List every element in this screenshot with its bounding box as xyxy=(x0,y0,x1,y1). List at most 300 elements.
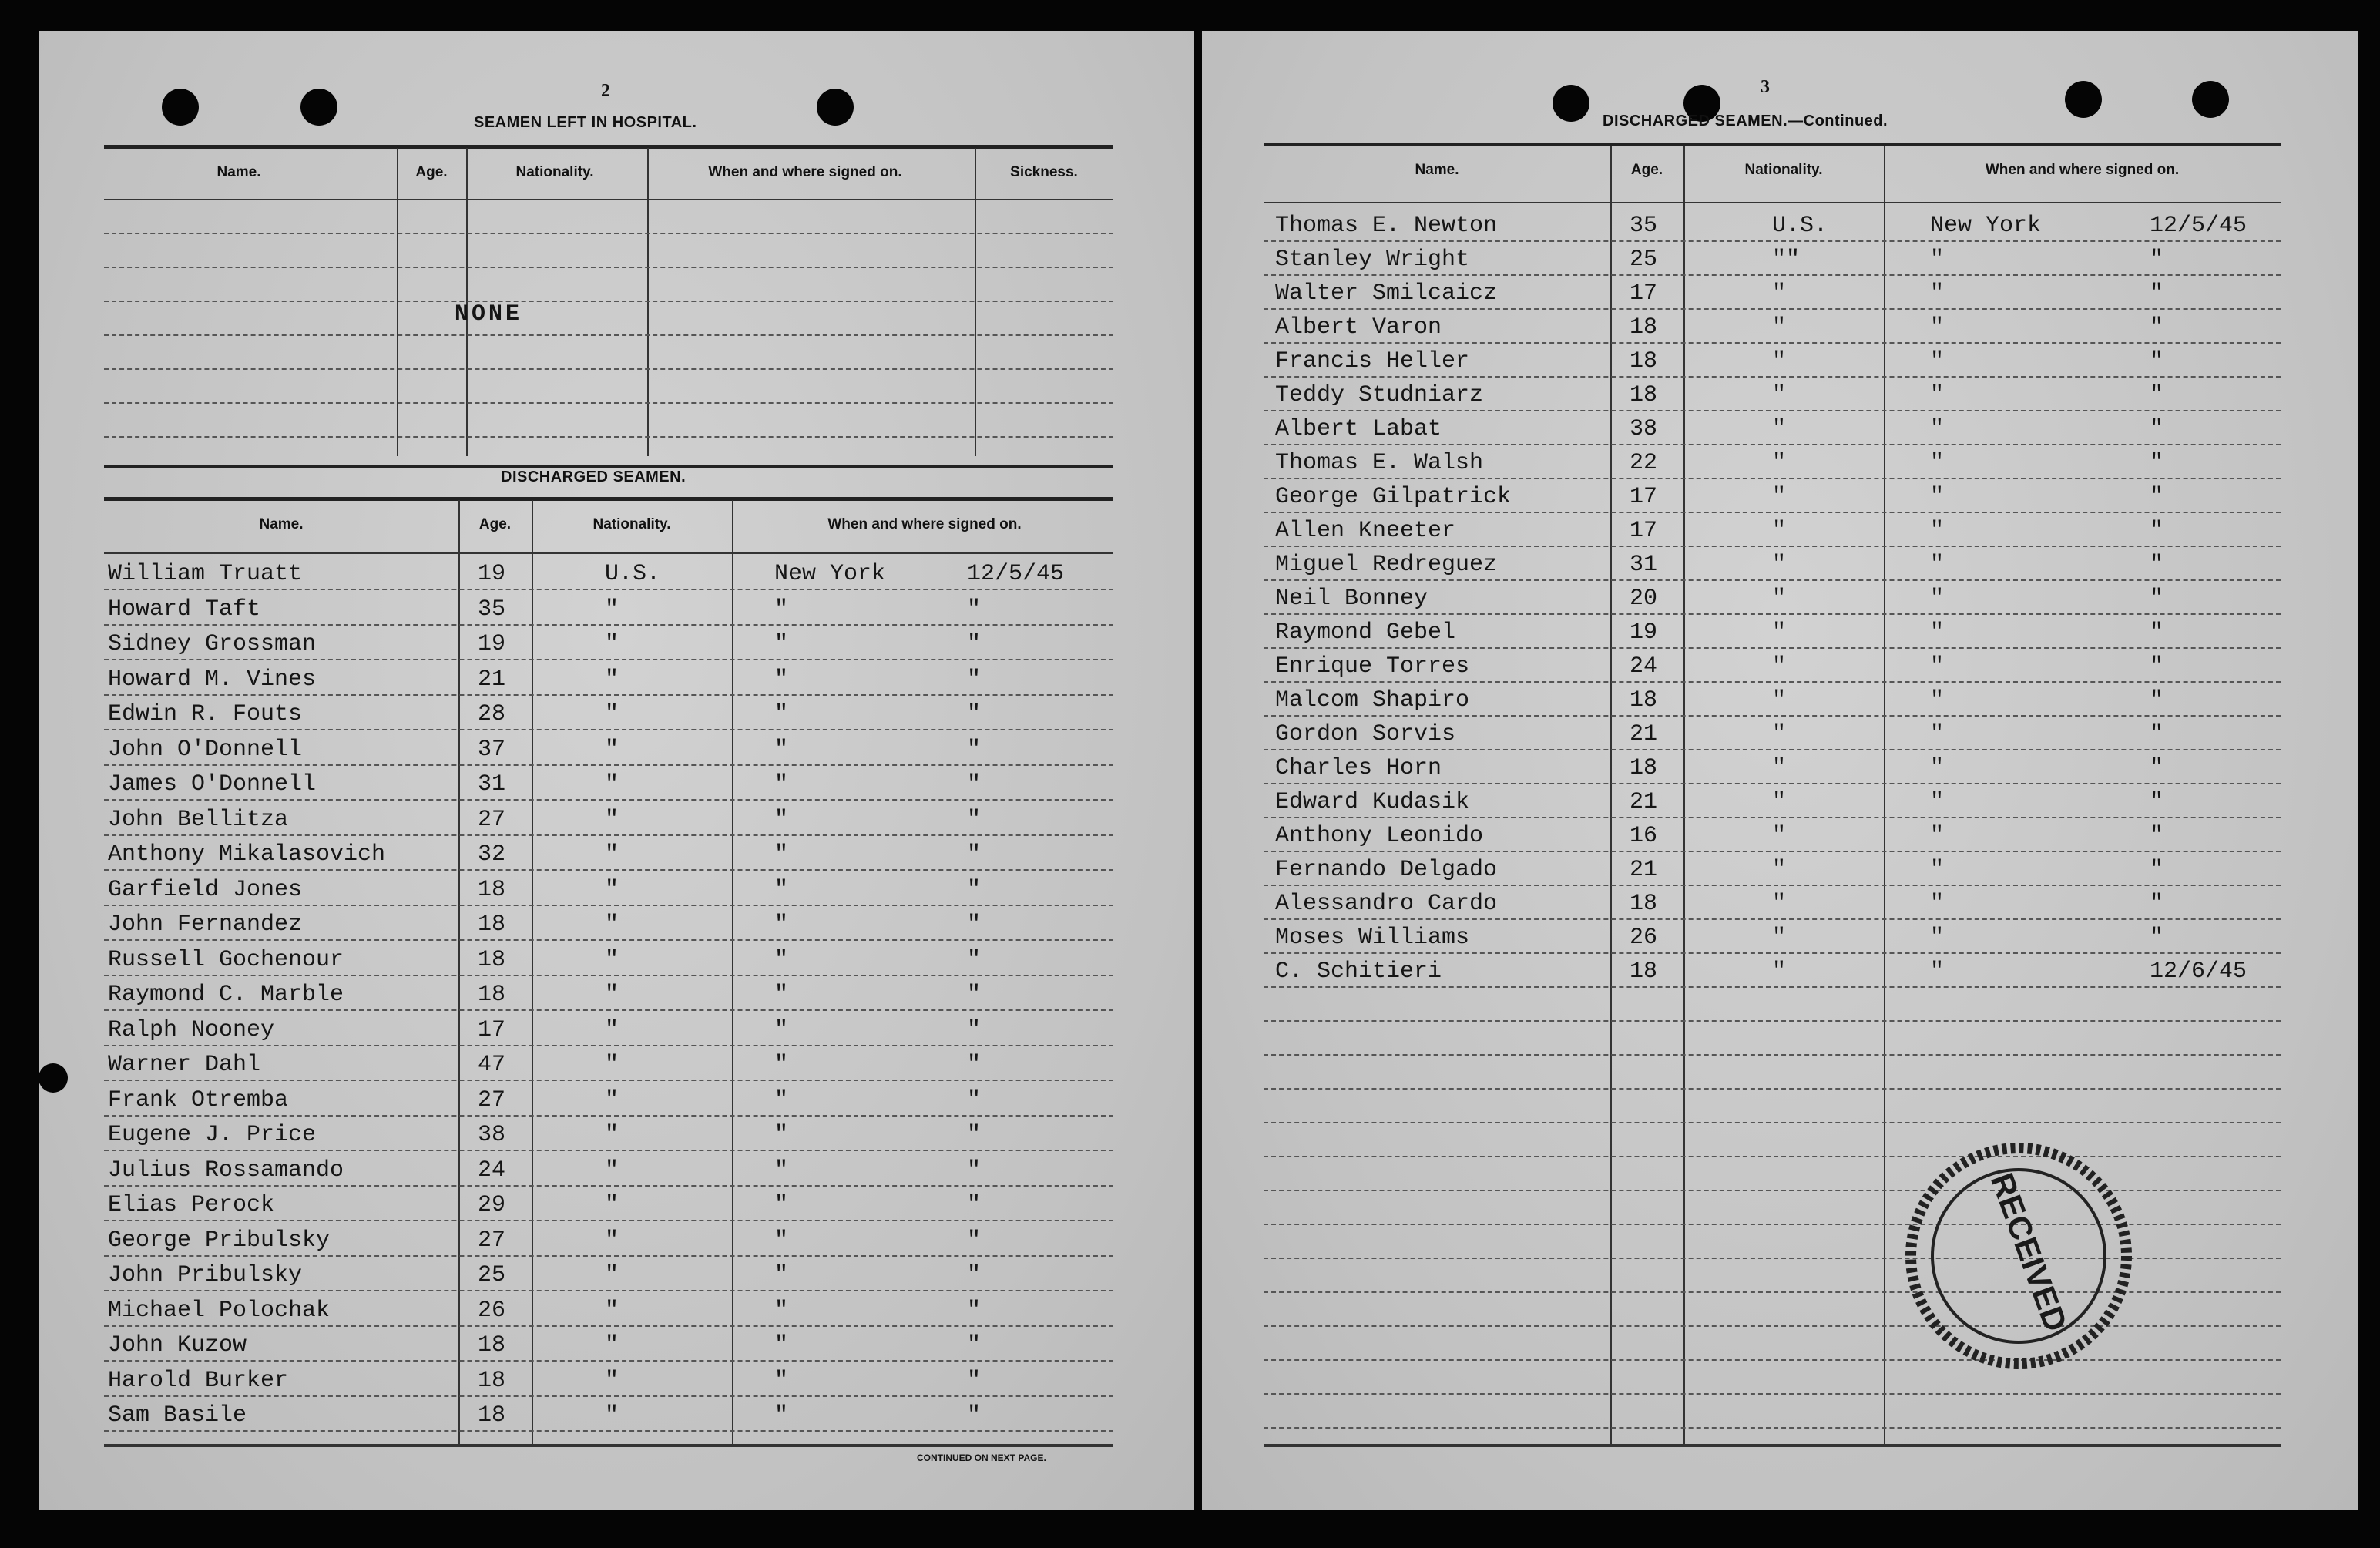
table-row-line xyxy=(104,799,1113,801)
row-age: 18 xyxy=(1630,755,1658,781)
hospital-header-signed-on: When and where signed on. xyxy=(708,164,902,180)
row-name: Teddy Studniarz xyxy=(1275,382,1484,408)
row-age: 16 xyxy=(1630,823,1658,849)
row-name: Alessandro Cardo xyxy=(1275,891,1498,917)
row-name: Frank Otremba xyxy=(108,1086,289,1113)
row-place: " xyxy=(774,841,789,868)
row-date: " xyxy=(2150,687,2164,714)
row-place: " xyxy=(774,1297,789,1324)
row-date: " xyxy=(967,841,982,868)
table-row-line xyxy=(1264,851,2281,852)
row-age: 18 xyxy=(478,1402,506,1429)
discharged-header-signed-on: When and where signed on. xyxy=(827,516,1022,532)
row-place: " xyxy=(774,596,789,623)
row-nationality: " xyxy=(605,1262,619,1288)
row-name: Raymond C. Marble xyxy=(108,982,344,1008)
row-name: Anthony Mikalasovich xyxy=(108,841,386,868)
table-row-line xyxy=(104,1430,1113,1432)
row-age: 32 xyxy=(478,841,506,868)
table-row-line xyxy=(104,589,1113,590)
row-name: John Pribulsky xyxy=(108,1262,303,1288)
row-age: 27 xyxy=(478,806,506,833)
right-page xyxy=(1202,31,2358,1510)
row-place: " xyxy=(1930,653,1945,680)
row-nationality: " xyxy=(1772,586,1787,612)
table-row-line xyxy=(1264,274,2281,276)
table-row-line xyxy=(1264,376,2281,378)
row-age: 26 xyxy=(478,1297,506,1324)
row-age: 21 xyxy=(1630,857,1658,883)
hospital-row-line xyxy=(104,267,1113,268)
row-nationality: " xyxy=(605,946,619,973)
row-nationality: " xyxy=(605,666,619,693)
row-place: " xyxy=(1930,857,1945,883)
table-row-line xyxy=(1264,240,2281,242)
row-date: " xyxy=(2150,314,2164,341)
row-date: " xyxy=(2150,518,2164,544)
row-place: " xyxy=(1930,552,1945,578)
table-row-line xyxy=(104,1185,1113,1187)
row-name: Anthony Leonido xyxy=(1275,823,1484,849)
row-nationality: " xyxy=(1772,620,1787,646)
row-place: " xyxy=(1930,891,1945,917)
table-row-line xyxy=(1264,342,2281,344)
row-place: " xyxy=(774,1262,789,1288)
row-date: " xyxy=(967,982,982,1008)
row-age: 24 xyxy=(1630,653,1658,680)
row-date: " xyxy=(967,1016,982,1043)
table-row-line xyxy=(1264,1122,2281,1123)
row-date: " xyxy=(967,771,982,798)
row-nationality: " xyxy=(605,912,619,938)
row-age: 35 xyxy=(478,596,506,623)
row-name: Thomas E. Walsh xyxy=(1275,450,1484,476)
row-name: Stanley Wright xyxy=(1275,247,1470,273)
row-date: " xyxy=(2150,450,2164,476)
row-nationality: " xyxy=(605,1332,619,1358)
row-date: 12/6/45 xyxy=(2150,959,2247,985)
row-nationality: " xyxy=(1772,721,1787,747)
row-date: " xyxy=(2150,247,2164,273)
row-date: " xyxy=(967,1157,982,1184)
row-name: Sidney Grossman xyxy=(108,631,317,657)
row-name: Warner Dahl xyxy=(108,1052,261,1078)
hospital-row-line xyxy=(104,301,1113,302)
row-nationality: " xyxy=(605,1297,619,1324)
row-place: " xyxy=(1930,586,1945,612)
row-nationality: " xyxy=(1772,416,1787,442)
row-date: " xyxy=(2150,280,2164,307)
row-date: " xyxy=(2150,416,2164,442)
row-name: Gordon Sorvis xyxy=(1275,721,1456,747)
row-age: 18 xyxy=(1630,891,1658,917)
punch-hole xyxy=(1553,85,1589,122)
row-name: Michael Polochak xyxy=(108,1297,331,1324)
row-name: Francis Heller xyxy=(1275,348,1470,374)
discharged-header-nationality: Nationality. xyxy=(592,516,671,532)
row-place: " xyxy=(1930,518,1945,544)
table-row-line xyxy=(1264,1427,2281,1429)
row-age: 18 xyxy=(1630,348,1658,374)
table-row-line xyxy=(1264,1088,2281,1090)
row-date: " xyxy=(967,631,982,657)
row-place: " xyxy=(774,946,789,973)
row-date: " xyxy=(967,1052,982,1078)
row-place: " xyxy=(774,982,789,1008)
row-age: 27 xyxy=(478,1086,506,1113)
row-age: 25 xyxy=(1630,247,1658,273)
row-age: 21 xyxy=(478,666,506,693)
table-row-line xyxy=(104,1255,1113,1257)
row-age: 18 xyxy=(478,946,506,973)
row-age: 19 xyxy=(478,561,506,587)
hospital-header-nationality: Nationality. xyxy=(515,164,594,180)
table-row-line xyxy=(104,1150,1113,1151)
discharged-title: DISCHARGED SEAMEN. xyxy=(501,468,686,485)
received-stamp xyxy=(1903,1140,2134,1372)
row-place: " xyxy=(1930,687,1945,714)
row-nationality: " xyxy=(605,631,619,657)
row-name: Garfield Jones xyxy=(108,876,303,903)
row-place: " xyxy=(774,666,789,693)
continued-note: CONTINUED ON NEXT PAGE. xyxy=(917,1452,1046,1463)
row-place: " xyxy=(1930,823,1945,849)
table-row-line xyxy=(104,869,1113,871)
row-nationality: " xyxy=(1772,280,1787,307)
row-date: " xyxy=(967,912,982,938)
row-age: 35 xyxy=(1630,213,1658,239)
row-age: 17 xyxy=(1630,280,1658,307)
row-name: Malcom Shapiro xyxy=(1275,687,1470,714)
row-name: George Pribulsky xyxy=(108,1227,331,1254)
right-header-nationality: Nationality. xyxy=(1744,162,1823,178)
row-nationality: " xyxy=(605,1402,619,1429)
table-row-line xyxy=(1264,308,2281,310)
row-age: 17 xyxy=(1630,484,1658,510)
row-nationality: " xyxy=(1772,314,1787,341)
row-nationality: " xyxy=(1772,959,1787,985)
row-place: " xyxy=(774,1332,789,1358)
row-age: 31 xyxy=(1630,552,1658,578)
hospital-row-line xyxy=(104,436,1113,438)
row-date: " xyxy=(967,1332,982,1358)
punch-hole xyxy=(2065,81,2102,118)
row-name: John Kuzow xyxy=(108,1332,247,1358)
row-date: " xyxy=(2150,382,2164,408)
table-row-line xyxy=(1264,1054,2281,1056)
table-row-line xyxy=(1264,885,2281,886)
row-place: " xyxy=(1930,755,1945,781)
row-place: " xyxy=(774,1122,789,1148)
row-date: " xyxy=(967,946,982,973)
row-name: Thomas E. Newton xyxy=(1275,213,1498,239)
table-row-line xyxy=(104,975,1113,976)
row-nationality: " xyxy=(605,841,619,868)
row-place: New York xyxy=(1930,213,2042,239)
row-date: " xyxy=(967,1122,982,1148)
row-nationality: " xyxy=(1772,484,1787,510)
row-nationality: " xyxy=(1772,823,1787,849)
row-age: 18 xyxy=(478,1367,506,1394)
row-place: " xyxy=(1930,721,1945,747)
page-number: 2 xyxy=(601,81,610,101)
row-date: " xyxy=(967,1086,982,1113)
row-date: " xyxy=(967,1367,982,1394)
row-age: 47 xyxy=(478,1052,506,1078)
row-nationality: " xyxy=(1772,348,1787,374)
row-date: " xyxy=(967,806,982,833)
row-place: " xyxy=(774,1367,789,1394)
table-row-line xyxy=(1264,478,2281,479)
row-age: 18 xyxy=(478,876,506,903)
table-row-line xyxy=(104,905,1113,906)
row-age: 37 xyxy=(478,736,506,763)
table-row-line xyxy=(104,1045,1113,1046)
row-nationality: " xyxy=(605,1016,619,1043)
hospital-row-line xyxy=(104,334,1113,336)
table-row-line xyxy=(104,1395,1113,1397)
row-nationality: " xyxy=(1772,755,1787,781)
row-nationality: " xyxy=(605,806,619,833)
table-row-line xyxy=(1264,952,2281,954)
row-age: 21 xyxy=(1630,789,1658,815)
row-nationality: " xyxy=(605,1192,619,1218)
row-date: " xyxy=(2150,653,2164,680)
row-name: Miguel Redreguez xyxy=(1275,552,1498,578)
row-date: " xyxy=(967,1192,982,1218)
row-place: " xyxy=(1930,620,1945,646)
table-row-line xyxy=(1264,512,2281,513)
table-row-line xyxy=(1264,783,2281,784)
table-row-line xyxy=(104,834,1113,836)
row-nationality: U.S. xyxy=(605,561,661,587)
row-age: 18 xyxy=(1630,314,1658,341)
row-place: " xyxy=(774,1052,789,1078)
row-date: " xyxy=(967,596,982,623)
row-name: Albert Labat xyxy=(1275,416,1442,442)
hospital-header-name: Name. xyxy=(217,164,261,180)
row-name: Russell Gochenour xyxy=(108,946,344,973)
table-row-line xyxy=(1264,749,2281,750)
row-name: Howard Taft xyxy=(108,596,261,623)
row-place: " xyxy=(1930,959,1945,985)
left-page xyxy=(39,31,1194,1510)
row-name: Enrique Torres xyxy=(1275,653,1470,680)
row-place: " xyxy=(774,1016,789,1043)
row-age: 38 xyxy=(1630,416,1658,442)
row-place: " xyxy=(1930,450,1945,476)
table-row-line xyxy=(1264,579,2281,581)
table-row-line xyxy=(1264,647,2281,649)
row-nationality: " xyxy=(1772,382,1787,408)
table-row-line xyxy=(104,1325,1113,1327)
row-age: 29 xyxy=(478,1192,506,1218)
row-age: 18 xyxy=(1630,959,1658,985)
row-name: John Bellitza xyxy=(108,806,289,833)
stamp-text: RECEIVED xyxy=(1983,1168,2075,1336)
table-row-line xyxy=(1264,1020,2281,1022)
table-row-line xyxy=(104,939,1113,941)
row-age: 18 xyxy=(1630,382,1658,408)
row-date: " xyxy=(2150,552,2164,578)
table-row-line xyxy=(104,1360,1113,1362)
row-nationality: " xyxy=(605,876,619,903)
row-age: 24 xyxy=(478,1157,506,1184)
row-age: 25 xyxy=(478,1262,506,1288)
row-name: Raymond Gebel xyxy=(1275,620,1456,646)
table-row-line xyxy=(1264,681,2281,683)
page-number: 3 xyxy=(1761,77,1770,97)
row-place: " xyxy=(774,701,789,727)
row-place: " xyxy=(774,1227,789,1254)
row-nationality: "" xyxy=(1772,247,1801,273)
row-nationality: " xyxy=(605,1086,619,1113)
row-age: 18 xyxy=(478,982,506,1008)
row-date: " xyxy=(967,1262,982,1288)
row-nationality: " xyxy=(605,596,619,623)
row-age: 18 xyxy=(1630,687,1658,714)
row-nationality: " xyxy=(1772,518,1787,544)
row-date: " xyxy=(967,701,982,727)
table-row-line xyxy=(104,694,1113,696)
row-age: 17 xyxy=(1630,518,1658,544)
table-row-line xyxy=(104,1009,1113,1011)
row-date: " xyxy=(2150,925,2164,951)
row-place: " xyxy=(1930,348,1945,374)
hospital-none-entry: NONE xyxy=(455,301,523,327)
row-place: " xyxy=(1930,382,1945,408)
row-date: " xyxy=(2150,721,2164,747)
punch-hole xyxy=(2192,81,2229,118)
table-row-line xyxy=(104,624,1113,626)
row-date: " xyxy=(2150,586,2164,612)
row-place: " xyxy=(774,771,789,798)
row-name: John O'Donnell xyxy=(108,736,303,763)
row-age: 31 xyxy=(478,771,506,798)
hospital-header-sickness: Sickness. xyxy=(1010,164,1078,180)
row-name: Howard M. Vines xyxy=(108,666,317,693)
table-row-line xyxy=(1264,986,2281,988)
row-date: " xyxy=(967,1227,982,1254)
row-nationality: " xyxy=(1772,653,1787,680)
row-name: Allen Kneeter xyxy=(1275,518,1456,544)
row-age: 18 xyxy=(478,1332,506,1358)
row-name: Eugene J. Price xyxy=(108,1122,317,1148)
hospital-header-age: Age. xyxy=(415,164,448,180)
row-date: " xyxy=(2150,857,2164,883)
row-place: " xyxy=(1930,416,1945,442)
row-nationality: " xyxy=(605,1052,619,1078)
row-place: " xyxy=(1930,280,1945,307)
row-date: " xyxy=(2150,755,2164,781)
row-nationality: " xyxy=(605,1227,619,1254)
table-row-line xyxy=(1264,817,2281,818)
table-row-line xyxy=(104,1220,1113,1221)
table-row-line xyxy=(104,1115,1113,1117)
row-name: Sam Basile xyxy=(108,1402,247,1429)
row-name: Charles Horn xyxy=(1275,755,1442,781)
hospital-row-line xyxy=(104,368,1113,370)
row-place: New York xyxy=(774,561,886,587)
row-age: 17 xyxy=(478,1016,506,1043)
row-nationality: U.S. xyxy=(1772,213,1828,239)
row-date: " xyxy=(967,736,982,763)
row-date: " xyxy=(967,666,982,693)
row-place: " xyxy=(774,1402,789,1429)
row-name: C. Schitieri xyxy=(1275,959,1442,985)
discharged-continued-title: DISCHARGED SEAMEN.—Continued. xyxy=(1603,112,1888,129)
row-age: 28 xyxy=(478,701,506,727)
row-nationality: " xyxy=(605,1367,619,1394)
row-nationality: " xyxy=(605,982,619,1008)
row-nationality: " xyxy=(605,736,619,763)
row-place: " xyxy=(774,912,789,938)
row-name: Walter Smilcaicz xyxy=(1275,280,1498,307)
row-place: " xyxy=(774,876,789,903)
row-date: " xyxy=(2150,789,2164,815)
right-header-signed-on: When and where signed on. xyxy=(1985,162,2180,178)
row-place: " xyxy=(1930,925,1945,951)
table-row-line xyxy=(1264,715,2281,717)
punch-hole xyxy=(817,89,854,126)
table-row-line xyxy=(104,764,1113,766)
row-date: " xyxy=(2150,348,2164,374)
row-date: 12/5/45 xyxy=(967,561,1065,587)
row-nationality: " xyxy=(605,701,619,727)
row-date: " xyxy=(2150,891,2164,917)
row-age: 22 xyxy=(1630,450,1658,476)
row-nationality: " xyxy=(1772,891,1787,917)
row-age: 26 xyxy=(1630,925,1658,951)
row-age: 27 xyxy=(478,1227,506,1254)
row-name: George Gilpatrick xyxy=(1275,484,1512,510)
row-date: " xyxy=(2150,620,2164,646)
row-place: " xyxy=(1930,247,1945,273)
table-row-line xyxy=(104,659,1113,660)
row-nationality: " xyxy=(1772,789,1787,815)
table-row-line xyxy=(1264,1393,2281,1395)
row-nationality: " xyxy=(605,771,619,798)
row-date: " xyxy=(2150,823,2164,849)
row-name: Albert Varon xyxy=(1275,314,1442,341)
table-row-line xyxy=(1264,613,2281,615)
table-row-line xyxy=(104,729,1113,730)
row-age: 19 xyxy=(478,631,506,657)
row-date: " xyxy=(2150,484,2164,510)
row-name: Julius Rossamando xyxy=(108,1157,344,1184)
row-name: Elias Perock xyxy=(108,1192,275,1218)
hospital-row-line xyxy=(104,233,1113,234)
row-place: " xyxy=(1930,314,1945,341)
right-header-name: Name. xyxy=(1415,162,1459,178)
row-age: 38 xyxy=(478,1122,506,1148)
row-date: 12/5/45 xyxy=(2150,213,2247,239)
hospital-title: SEAMEN LEFT IN HOSPITAL. xyxy=(474,114,697,131)
row-nationality: " xyxy=(1772,450,1787,476)
row-place: " xyxy=(774,1157,789,1184)
row-name: Neil Bonney xyxy=(1275,586,1428,612)
table-row-line xyxy=(104,1080,1113,1081)
row-age: 21 xyxy=(1630,721,1658,747)
table-row-line xyxy=(1264,918,2281,920)
table-row-line xyxy=(1264,410,2281,411)
row-name: James O'Donnell xyxy=(108,771,317,798)
row-name: Fernando Delgado xyxy=(1275,857,1498,883)
row-date: " xyxy=(967,1297,982,1324)
row-place: " xyxy=(774,1192,789,1218)
row-age: 19 xyxy=(1630,620,1658,646)
punch-hole xyxy=(300,89,337,126)
